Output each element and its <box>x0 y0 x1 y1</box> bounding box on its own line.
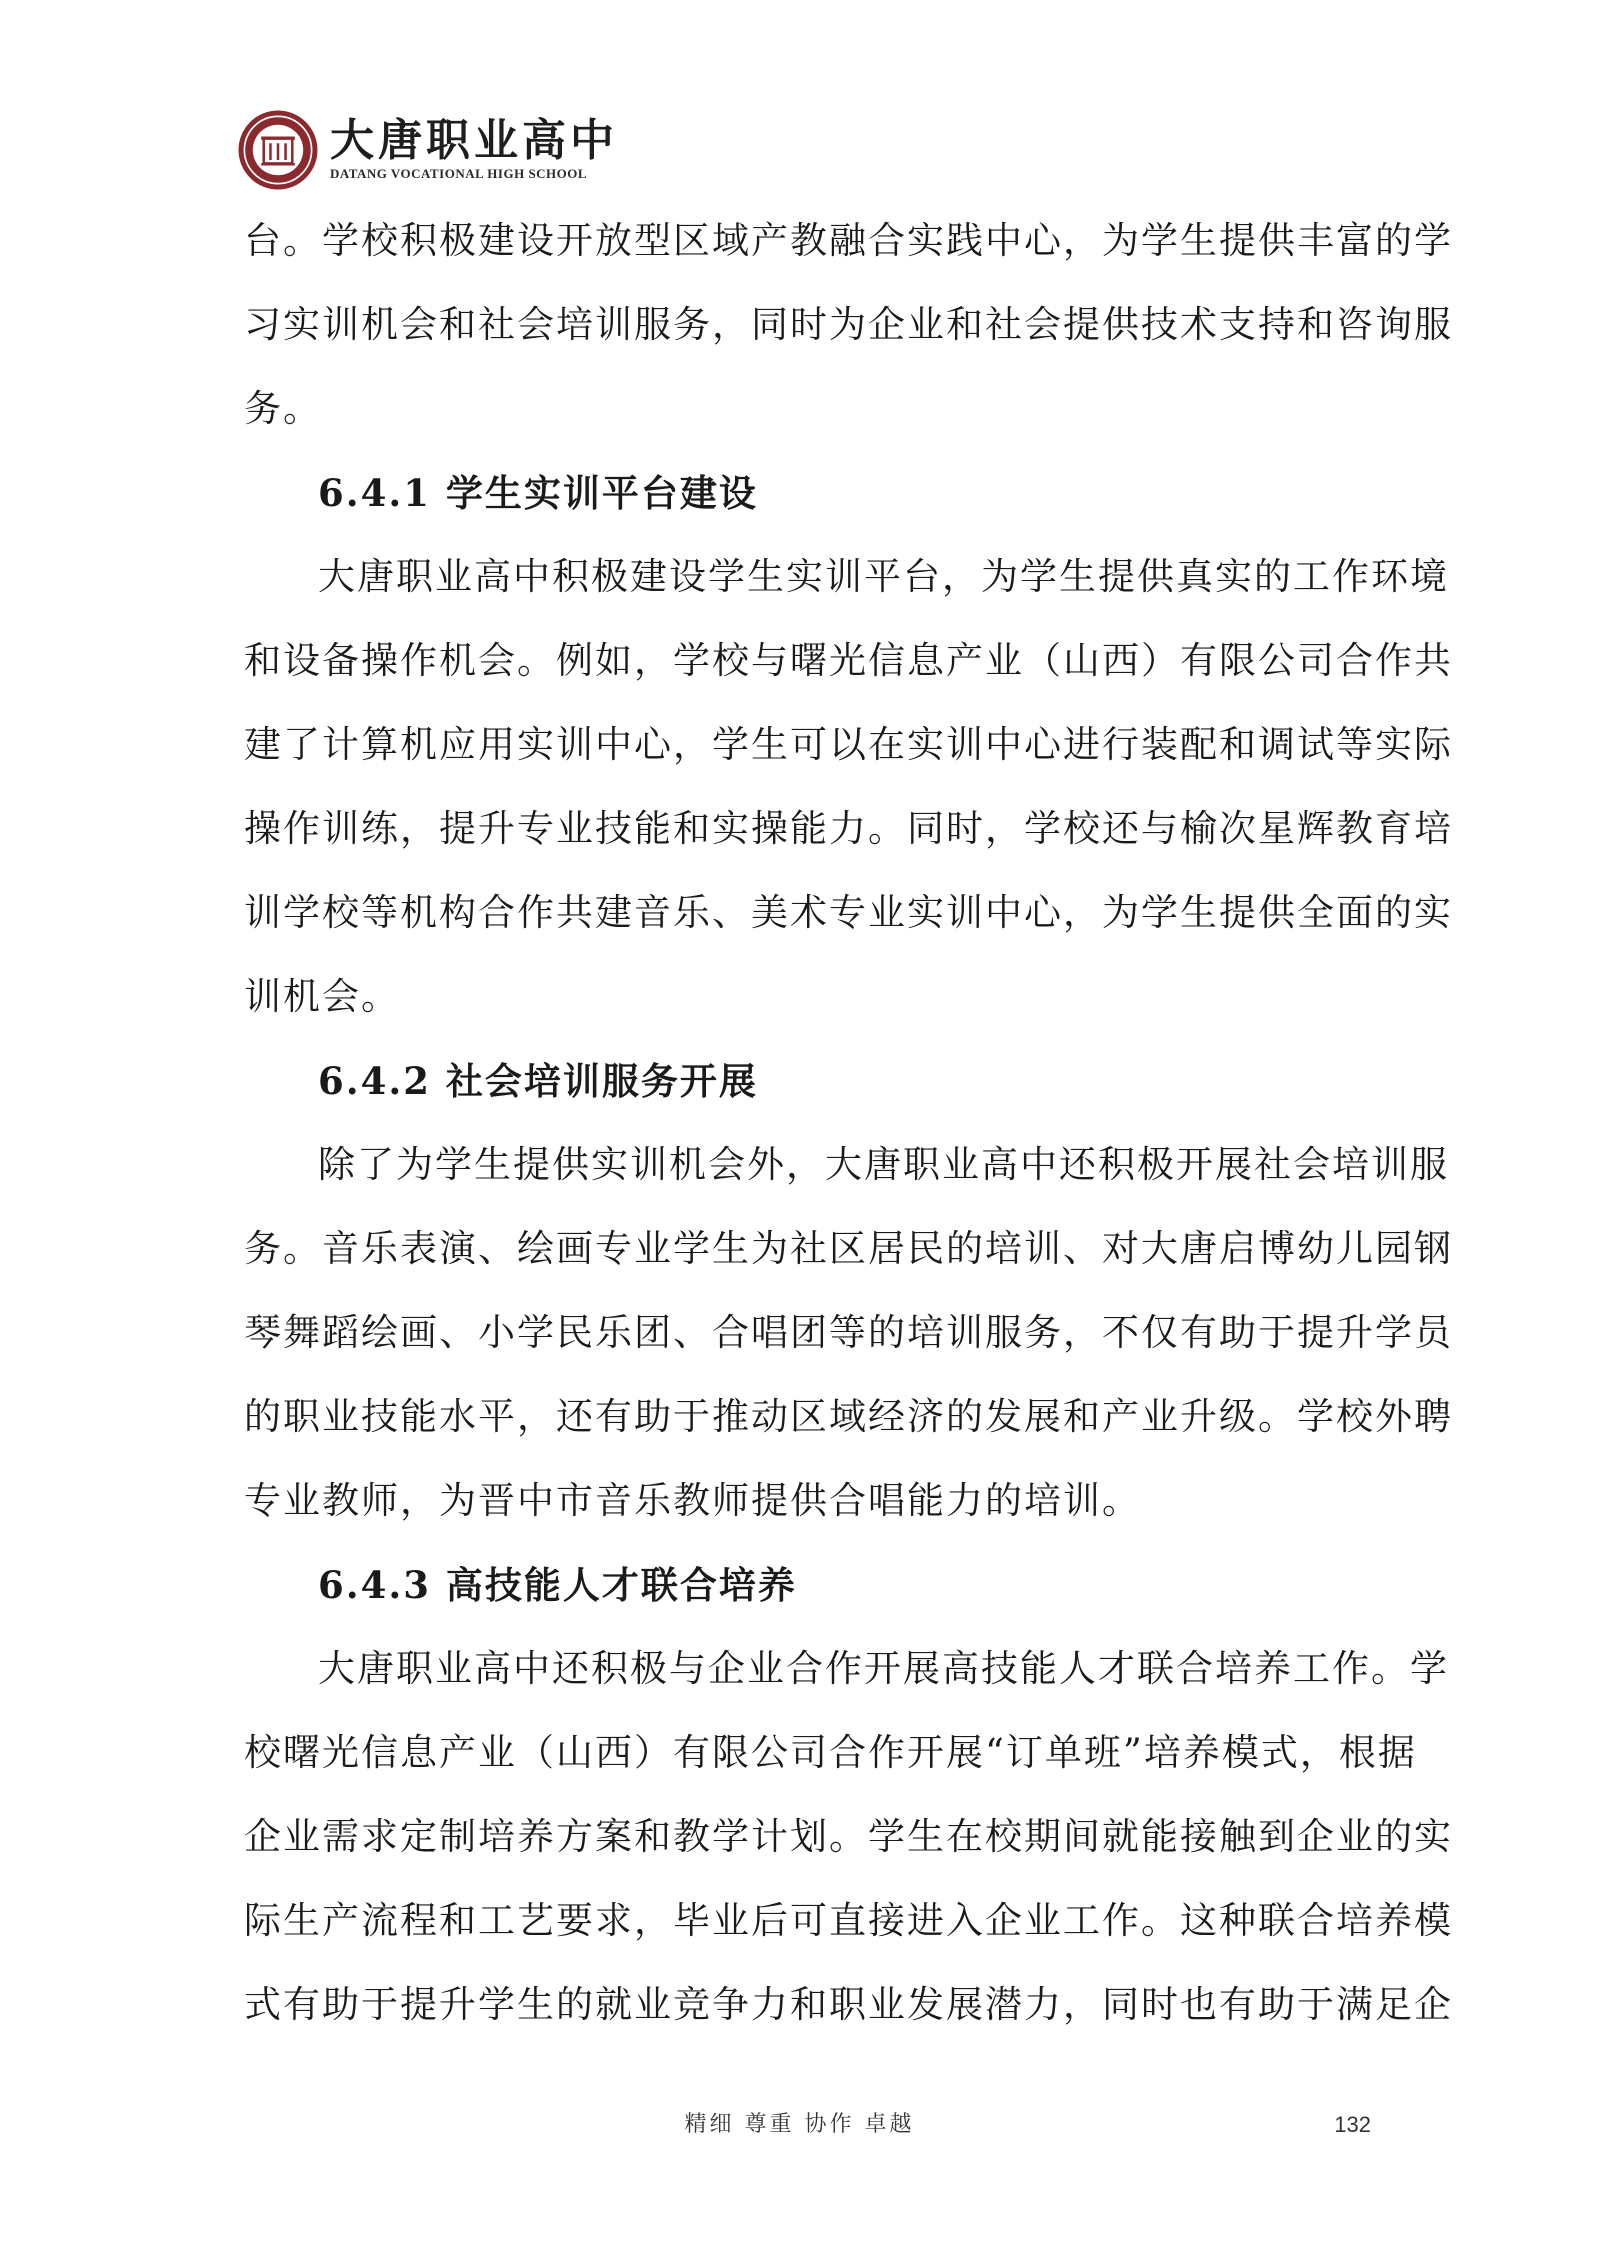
paragraph-line: 习实训机会和社会培训服务，同时为企业和社会提供技术支持和咨询服 <box>244 303 1453 346</box>
paragraph-line: 训学校等机构合作共建音乐、美术专业实训中心，为学生提供全面的实 <box>244 891 1453 934</box>
paragraph-line: 企业需求定制培养方案和教学计划。学生在校期间就能接触到企业的实 <box>244 1815 1453 1858</box>
paragraph-line: 台。学校积极建设开放型区域产教融合实践中心，为学生提供丰富的学 <box>244 219 1453 262</box>
paragraph-line: 琴舞蹈绘画、小学民乐团、合唱团等的培训服务，不仅有助于提升学员 <box>244 1311 1453 1354</box>
section-heading-6-4-3: 6.4.3 高技能人才联合培养 <box>318 1563 797 1607</box>
paragraph-line: 和设备操作机会。例如，学校与曙光信息产业（山西）有限公司合作共 <box>244 639 1453 682</box>
school-name-en: DATANG VOCATIONAL HIGH SCHOOL <box>330 166 588 182</box>
paragraph-line: 操作训练，提升专业技能和实操能力。同时，学校还与榆次星辉教育培 <box>244 807 1453 850</box>
school-seal-icon <box>236 108 320 192</box>
paragraph-line: 建了计算机应用实训中心，学生可以在实训中心进行装配和调试等实际 <box>244 723 1453 766</box>
page-footer <box>0 2105 1599 2145</box>
paragraph-line: 除了为学生提供实训机会外，大唐职业高中还积极开展社会培训服 <box>318 1143 1449 1186</box>
page-number: 132 <box>1334 2112 1371 2137</box>
paragraph-line: 训机会。 <box>244 975 400 1018</box>
section-heading-6-4-2: 6.4.2 社会培训服务开展 <box>318 1059 758 1103</box>
page-header <box>236 105 618 195</box>
paragraph-line: 大唐职业高中还积极与企业合作开展高技能人才联合培养工作。学 <box>318 1647 1449 1690</box>
document-body <box>244 199 1453 2047</box>
paragraph-line: 校曙光信息产业（山西）有限公司合作开展“订单班”培养模式，根据 <box>244 1731 1417 1774</box>
school-name-cn: 大唐职业高中 <box>330 114 618 166</box>
paragraph-line: 的职业技能水平，还有助于推动区域经济的发展和产业升级。学校外聘 <box>244 1395 1453 1438</box>
paragraph-line: 大唐职业高中积极建设学生实训平台，为学生提供真实的工作环境 <box>318 555 1449 598</box>
paragraph-line: 式有助于提升学生的就业竞争力和职业发展潜力，同时也有助于满足企 <box>244 1983 1453 2026</box>
paragraph-line: 专业教师，为晋中市音乐教师提供合唱能力的培训。 <box>244 1479 1141 1522</box>
section-heading-6-4-1: 6.4.1 学生实训平台建设 <box>318 471 758 515</box>
paragraph-line: 务。音乐表演、绘画专业学生为社区居民的培训、对大唐启博幼儿园钢 <box>244 1227 1453 1270</box>
paragraph-line: 务。 <box>244 387 322 430</box>
paragraph-line: 际生产流程和工艺要求，毕业后可直接进入企业工作。这种联合培养模 <box>244 1899 1453 1942</box>
school-logo-text <box>330 114 618 182</box>
school-motto: 精细 尊重 协作 卓越 <box>684 2112 915 2137</box>
